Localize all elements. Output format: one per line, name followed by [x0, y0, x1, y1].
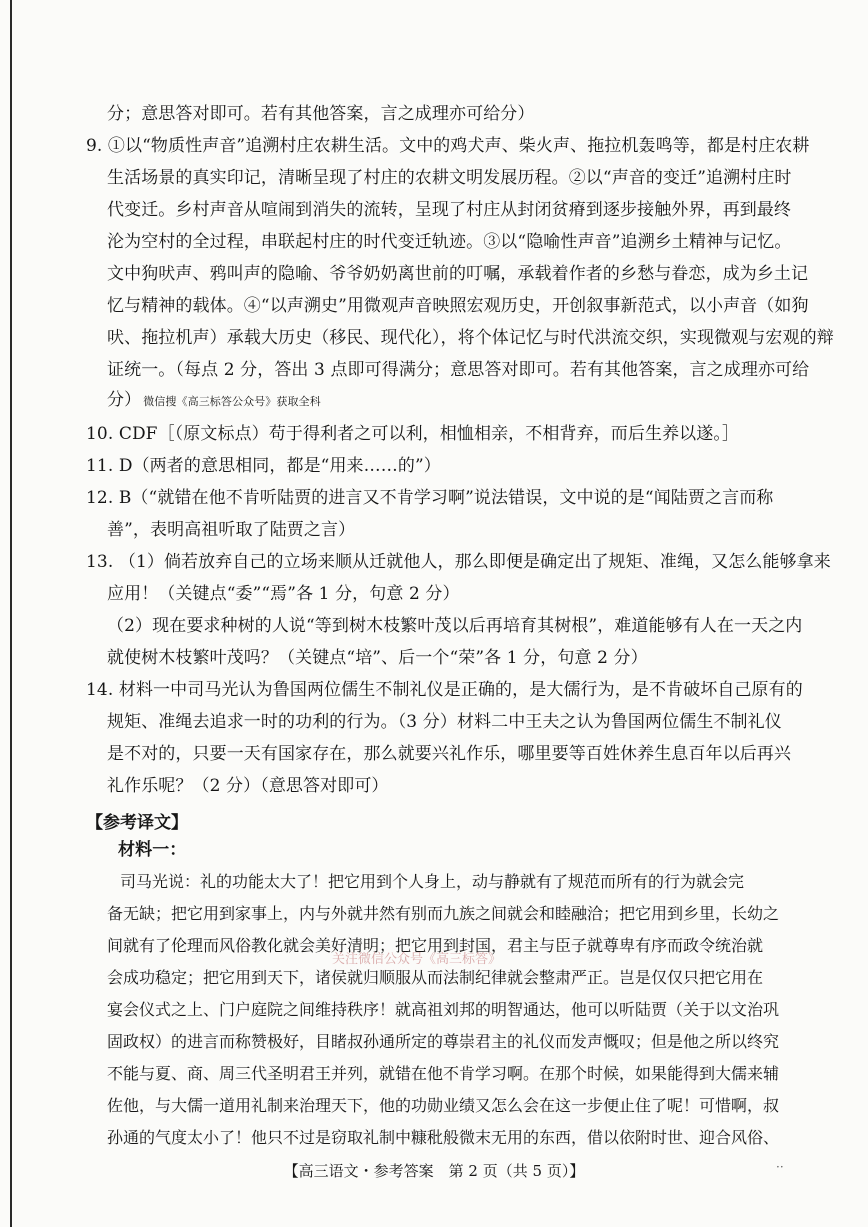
answer-line: 善”，表明高祖听取了陆贾之言） — [107, 520, 356, 540]
answer-12-line: 12. B（“就错在他不肯听陆贾的进言又不肯学习啊”说法错误，文中说的是“闻陆贾之言而称 — [86, 488, 774, 508]
answer-line: 忆与精神的载体。④“以声溯史”用微观声音映照宏观历史，开创叙事新范式，以小声音（如狗 — [107, 296, 809, 316]
translation-line: 间就有了伦理而风俗教化就会美好清明；把它用到封国，君主与臣子就尊卑有序而政令统治就 — [107, 936, 764, 955]
answer-line: 证统一。（每点 2 分，答出 3 点即可得满分；意思答对即可。若有其他答案，言之成理亦可给 — [107, 360, 810, 380]
answer-line-with-note — [107, 390, 321, 412]
translation-line: 宴会仪式之上、门户庭院之间维持秩序！就高祖刘邦的明智通达，他可以听陆贾（关于以文治巩 — [107, 1000, 780, 1019]
translation-line: 司马光说：礼的功能太大了！把它用到个人身上，动与静就有了规范而所有的行为就会完 — [120, 872, 745, 891]
answer-line: 吠、拖拉机声）承载大历史（移民、现代化），将个体记忆与时代洪流交织，实现微观与宏观的辩 — [107, 328, 834, 348]
watermark-text: 关注微信公众号《高三标答》 — [332, 952, 502, 967]
answer-line: 文中狗吠声、鸦叫声的隐喻、爷爷奶奶离世前的叮嘱，承载着作者的乡愁与眷恋，成为乡土记 — [107, 264, 809, 284]
translation-line: 固政权）的进言而称赞极好，目睹叔孙通所定的尊崇君主的礼仪而发声慨叹；但是他之所以终究 — [107, 1032, 780, 1051]
answer-13-line: 13. （1）倘若放弃自己的立场来顺从迁就他人，那么即便是确定出了规矩、准绳，又怎么能够拿来 — [86, 552, 831, 572]
corner-mark: ·· — [776, 1160, 784, 1174]
answer-line: 规矩、准绳去追求一时的功利的行为。（3 分）材料二中王夫之认为鲁国两位儒生不制礼仪 — [107, 712, 782, 732]
answer-10-line: 10. CDF［（原文标点）苟于得利者之可以利，相恤相亲，不相背弃，而后生养以遂。］ — [86, 424, 740, 444]
answer-line: 礼作乐呢？（2 分）（意思答对即可） — [107, 776, 389, 796]
answer-line: 就使树木枝繁叶茂吗？（关键点“培”、后一个“荣”各 1 分，句意 2 分） — [107, 648, 648, 668]
translation-line: 不能与夏、商、周三代圣明君王并列，就错在他不肯学习啊。在那个时候，如果能得到大儒来辅 — [107, 1064, 780, 1083]
answer-11-line: 11. D（两者的意思相同，都是“用来……的”） — [86, 456, 441, 476]
answer-line: （2）现在要求种树的人说“等到树木枝繁叶茂以后再培育其树根”，难道能够有人在一天之内 — [107, 616, 803, 636]
translation-line: 佐他，与大儒一道用礼制来治理天下，他的功勋业绩又怎么会在这一步便止住了呢！可惜啊，叔 — [107, 1096, 780, 1115]
translation-line: 会成功稳定；把它用到天下，诸侯就归顺服从而法制纪律就会整肃严正。岂是仅仅只把它用在 — [107, 968, 764, 987]
answer-14-line: 14. 材料一中司马光认为鲁国两位儒生不制礼仪是正确的，是大儒行为，是不肯破坏自己原有的 — [86, 680, 803, 700]
translation-line: 备无缺；把它用到家事上，内与外就井然有别而九族之间就会和睦融洽；把它用到乡里，长幼之 — [107, 904, 780, 923]
material-one-label: 材料一： — [118, 840, 187, 860]
answer-line: 应用！（关键点“委”“焉”各 1 分，句意 2 分） — [107, 584, 460, 604]
answer-line: 代变迁。乡村声音从喧闹到消失的流转，呈现了村庄从封闭贫瘠到逐步接触外界，再到最终 — [107, 200, 791, 220]
wechat-note: 微信搜《高三标答公众号》获取全科 — [143, 395, 321, 408]
reference-translation-title: 【参考译文】 — [86, 813, 188, 833]
answer-line: 生活场景的真实印记，清晰呈现了村庄的农耕文明发展历程。②以“声音的变迁”追溯村庄时 — [107, 168, 792, 188]
answer-9-line: 9. ①以“物质性声音”追溯村庄农耕生活。文中的鸡犬声、柴火声、拖拉机轰鸣等，都是村庄农耕 — [86, 136, 810, 156]
answer-line-end: 分） — [107, 390, 142, 410]
answer-line: 分；意思答对即可。若有其他答案，言之成理亦可给分） — [107, 104, 535, 124]
answer-line: 沦为空村的全过程，串联起村庄的时代变迁轨迹。③以“隐喻性声音”追溯乡土精神与记忆。 — [107, 232, 792, 252]
translation-line: 孙通的气度太小了！他只不过是窃取礼制中糠秕般微末无用的东西，借以依附时世、迎合风俗、 — [107, 1128, 780, 1147]
answer-line: 是不对的，只要一天有国家存在，那么就要兴礼作乐，哪里要等百姓休养生息百年以后再兴 — [107, 744, 791, 764]
page-footer: 【高三语文・参考答案 第 2 页（共 5 页）】 — [283, 1162, 585, 1180]
